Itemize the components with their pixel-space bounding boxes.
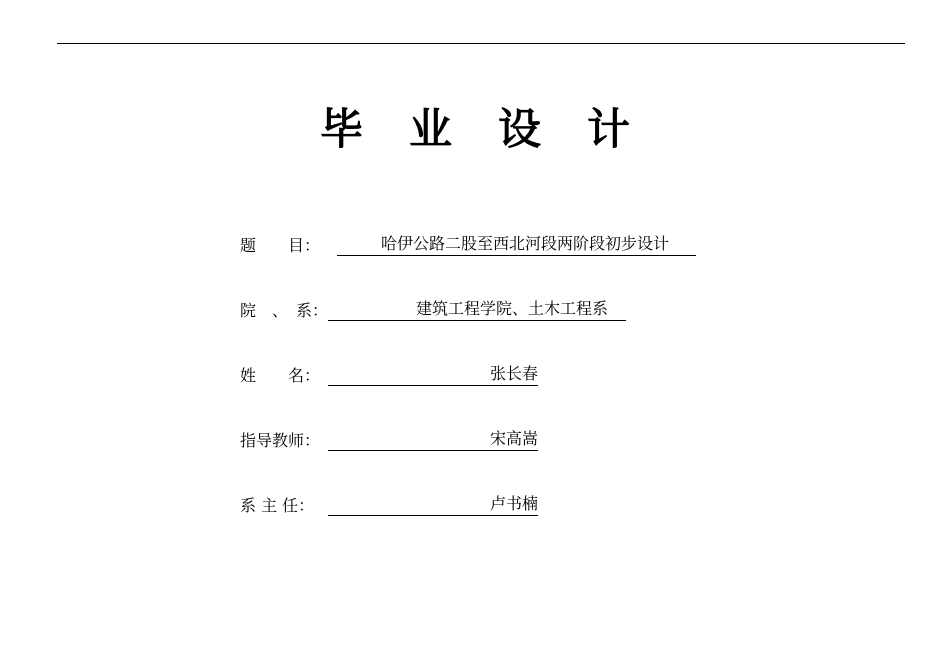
field-dept-head-value: 卢书楠 [328,494,538,516]
field-topic-value: 哈伊公路二股至西北河段两阶段初步设计 [337,234,696,256]
field-topic-label: 题 目： [240,236,321,255]
field-dept-head [240,492,538,516]
field-advisor-value: 宋高嵩 [328,429,538,451]
field-name-value: 张长春 [328,364,538,386]
page-title: 毕业设计 [320,105,676,155]
field-dept-head-label: 系 主 任： [240,496,315,515]
field-advisor-label: 指导教师： [240,431,321,450]
field-advisor [240,427,538,451]
field-department-value: 建筑工程学院、土木工程系 [328,299,626,321]
field-department-label: 院 、 系： [240,301,329,320]
header-rule [57,43,905,44]
field-topic [240,232,696,256]
field-department [240,297,626,321]
field-name [240,362,538,386]
field-name-label: 姓 名： [240,366,321,385]
